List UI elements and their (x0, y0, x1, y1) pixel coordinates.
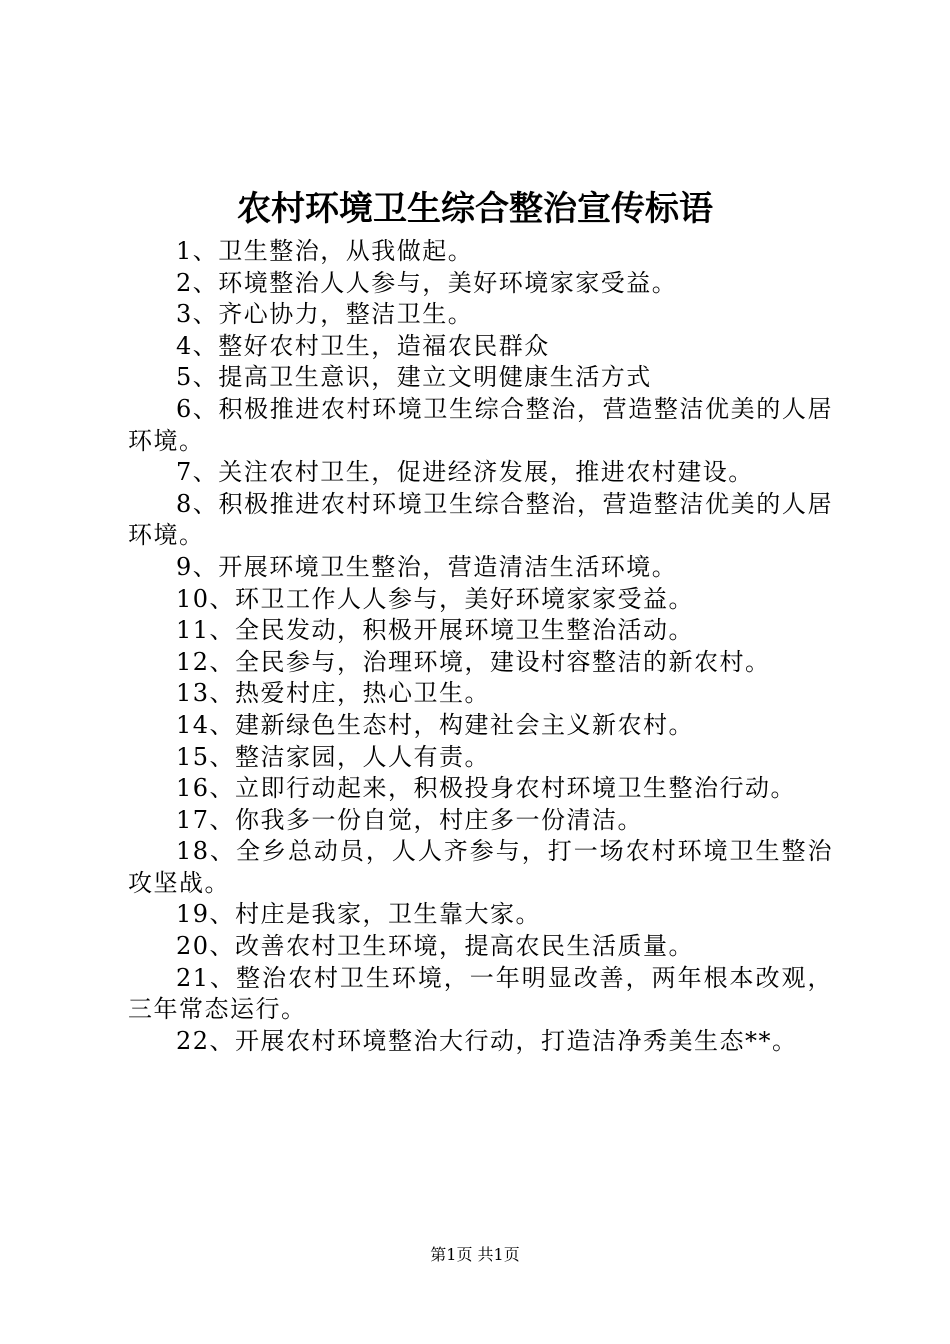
list-item: 22、开展农村环境整治大行动，打造洁净秀美生态**。 (176, 1026, 798, 1055)
list-item: 13、热爱村庄，热心卫生。 (176, 679, 491, 708)
list-item: 21、整治农村卫生环境，一年明显改善，两年根本改观，三年常态运行。 (128, 963, 833, 1024)
list-item: 11、全民发动，积极开展环境卫生整治活动。 (176, 616, 695, 645)
list-item: 5、提高卫生意识，建立文明健康生活方式 (176, 363, 652, 392)
list-item: 8、积极推进农村环境卫生综合整治，营造整洁优美的人居环境。 (128, 489, 833, 550)
list-item: 16、立即行动起来，积极投身农村环境卫生整治行动。 (176, 774, 797, 803)
list-item: 14、建新绿色生态村，构建社会主义新农村。 (176, 710, 695, 739)
document-title: 农村环境卫生综合整治宣传标语 (237, 189, 713, 229)
list-item: 2、环境整治人人参与，美好环境家家受益。 (176, 268, 678, 297)
list-item: 17、你我多一份自觉，村庄多一份清洁。 (176, 805, 644, 834)
list-item: 9、开展环境卫生整治，营造清洁生活环境。 (176, 552, 678, 581)
list-item: 18、全乡总动员，人人齐参与，打一场农村环境卫生整治攻坚战。 (128, 837, 833, 897)
list-item: 7、关注农村卫生，促进经济发展，推进农村建设。 (176, 458, 754, 487)
list-item: 3、齐心协力，整洁卫生。 (176, 300, 474, 329)
slogan-list (128, 236, 833, 1057)
page-footer: 第1页 共1页 (430, 1245, 520, 1264)
list-item: 19、村庄是我家，卫生靠大家。 (176, 900, 542, 929)
list-item: 12、全民参与，治理环境，建设村容整洁的新农村。 (176, 647, 771, 676)
list-item: 20、改善农村卫生环境，提高农民生活质量。 (176, 932, 695, 961)
list-item: 1、卫生整治，从我做起。 (176, 237, 474, 265)
list-item: 6、积极推进农村环境卫生综合整治，营造整洁优美的人居环境。 (128, 394, 833, 455)
list-item: 15、整洁家园，人人有责。 (176, 742, 491, 771)
list-item: 4、整好农村卫生，造福农民群众 (176, 331, 550, 360)
list-item: 10、环卫工作人人参与，美好环境家家受益。 (176, 584, 695, 613)
